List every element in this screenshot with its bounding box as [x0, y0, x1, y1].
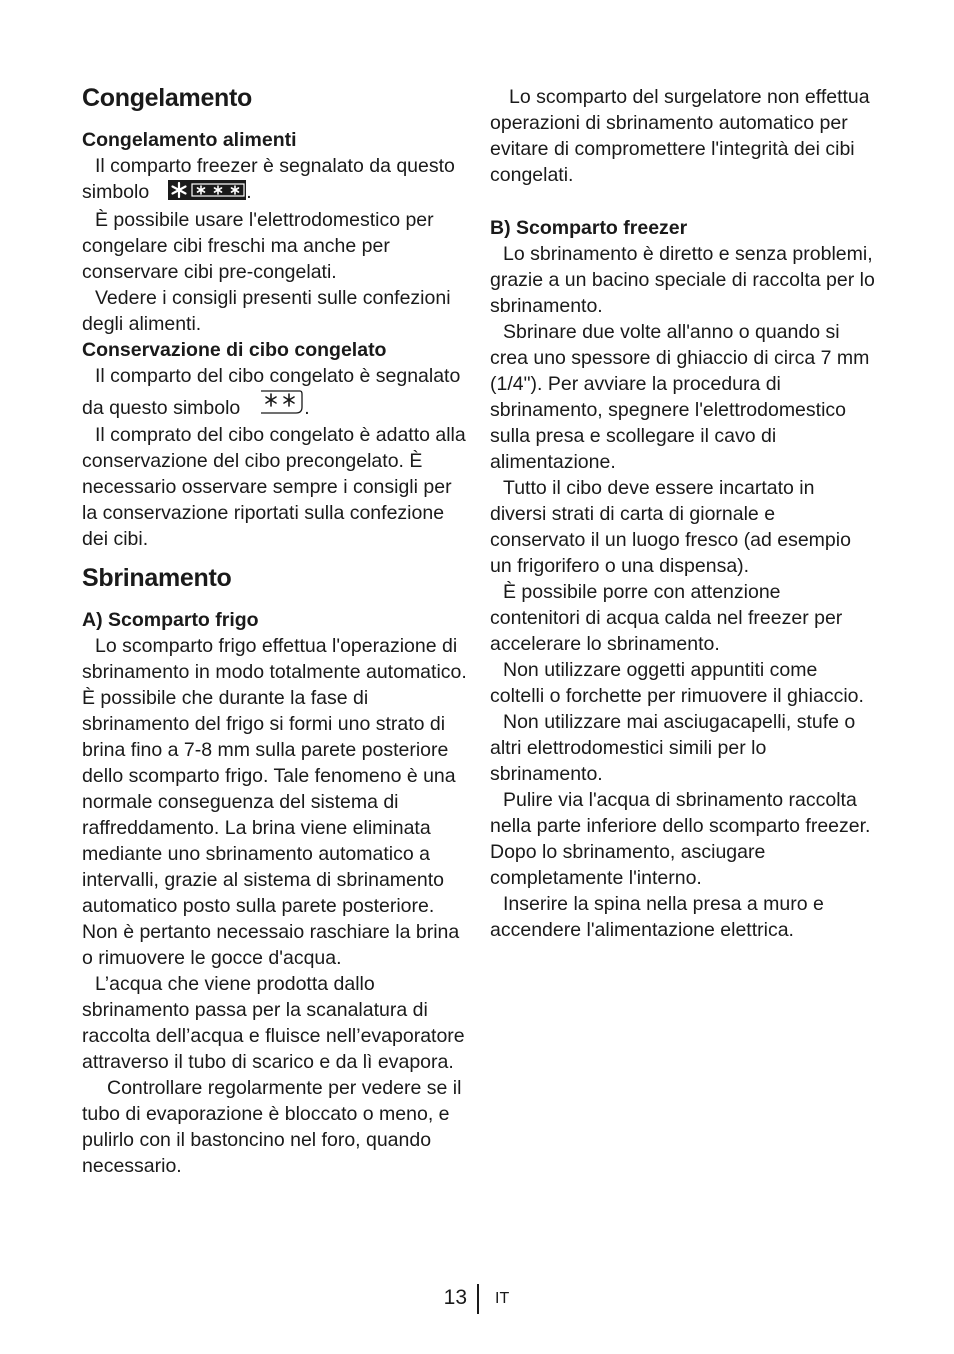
- paragraph-freezer-4: Non utilizzare oggetti appuntiti come coltelli o forchette per rimuovere il ghiaccio.: [490, 659, 864, 707]
- paragraph-freezer-3: È possibile porre con attenzione contenitori di acqua calda nel freezer per accelerare lo sbrinamento.: [490, 581, 843, 655]
- paragraph-frigo-check: Controllare regolarmente per vedere se il tubo di evaporazione è bloccato o meno, e pulirlo con il bastoncino nel foro, quando necessario.: [82, 1077, 462, 1177]
- heading-conservazione: Conservazione di cibo congelato: [82, 339, 387, 361]
- page-number: 13: [443, 1286, 467, 1309]
- left-column: [82, 82, 467, 1179]
- paragraph-freezer-0: Lo sbrinamento è diretto e senza problemi, grazie a un bacino speciale di raccolta per lo sbrinamento.: [490, 243, 875, 317]
- paragraph-freezer-6: Pulire via l'acqua di sbrinamento raccolta nella parte inferiore dello scomparto freezer. Dopo lo sbrinamento, asciugare completamente l'interno.: [490, 789, 871, 889]
- paragraph-see-packaging: Vedere i consigli presenti sulle confezioni degli alimenti.: [82, 287, 451, 335]
- heading-congelamento-alimenti: Congelamento alimenti: [82, 129, 297, 151]
- paragraph-freezer-2: Tutto il cibo deve essere incartato in diversi strati di carta di giornale e conservato il un luogo fresco (ad esempio un frigorifero o una dispensa).: [490, 477, 851, 577]
- footer-divider: [477, 1284, 479, 1314]
- paragraph-use-appliance: È possibile usare l'elettrodomestico per congelare cibi freschi ma anche per conservare cibi pre-congelati.: [82, 209, 434, 283]
- section-title-congelamento: Congelamento: [82, 84, 253, 112]
- paragraph-frozen-suitable: Il comprato del cibo congelato è adatto alla conservazione del cibo precongelato. È necessario osservare sempre i consigli per la conservazione riportati sulla confezione dei cibi.: [82, 424, 466, 550]
- paragraph-freezer-1: Sbrinare due volte all'anno o quando si crea uno spessore di ghiaccio di circa 7 mm (1/4"). Per avviare la procedura di sbrinamento, spegnere l'elettrodomestico sulla presa e scollegare il cavo di alimentazione.: [490, 321, 870, 473]
- four-star-freezer-icon: [155, 180, 246, 207]
- paragraph-freezer-5: Non utilizzare mai asciugacapelli, stufe o altri elettrodomestici simili per lo sbrinamento.: [490, 711, 856, 785]
- two-star-freezer-icon: [245, 389, 304, 422]
- right-column: [490, 84, 875, 943]
- language-code: IT: [495, 1290, 510, 1307]
- heading-scomparto-freezer: B) Scomparto freezer: [490, 217, 688, 239]
- paragraph-surgelatore-intro: Lo scomparto del surgelatore non effettua operazioni di sbrinamento automatico per evitare di compromettere l'integrità dei cibi congelati.: [490, 86, 870, 186]
- heading-scomparto-frigo: A) Scomparto frigo: [82, 609, 259, 631]
- paragraph-freezer-symbol: Il comparto freezer è segnalato da questo simbolo .: [82, 153, 467, 207]
- paragraph-freezer-symbol-text: Il comparto freezer è segnalato da questo simbolo: [82, 155, 455, 203]
- paragraph-frozen-symbol: Il comparto del cibo congelato è segnalato da questo simbolo .: [82, 363, 467, 422]
- paragraph-frozen-symbol-text: Il comparto del cibo congelato è segnalato da questo simbolo: [82, 365, 461, 419]
- section-title-sbrinamento: Sbrinamento: [82, 564, 232, 592]
- paragraph-frigo-water: L’acqua che viene prodotta dallo sbrinamento passa per la scanalatura di raccolta dell’acqua e fluisce nell’evaporatore attraverso il tubo di scarico e da lì evapora.: [82, 973, 465, 1073]
- paragraph-frigo-automatic: Lo scomparto frigo effettua l'operazione di sbrinamento in modo totalmente automatico. È possibile che durante la fase di sbrinamento del frigo si formi uno strato di brina fino a 7-8 mm sulla parete posteriore dello scomparto frigo. Tale fenomeno è una normale conseguenza del sistema di raffreddamento. La brina viene eliminata mediante uno sbrinamento automatico a intervalli, grazie al sistema di sbrinamento automatico posto sulla parete posteriore. Non è pertanto necessaio raschiare la brina o rimuovere le gocce d'acqua.: [82, 635, 467, 969]
- paragraph-freezer-7: Inserire la spina nella presa a muro e accendere l'alimentazione elettrica.: [490, 893, 824, 941]
